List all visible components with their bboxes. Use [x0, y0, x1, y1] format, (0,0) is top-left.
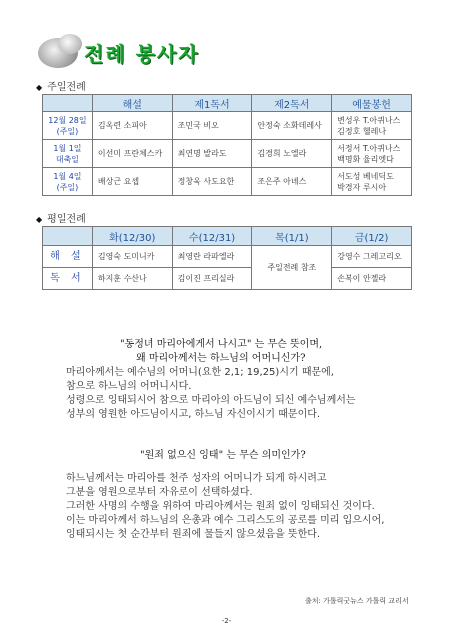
table-row — [43, 246, 412, 268]
table-cell: 안정숙 소화데레사 — [252, 112, 332, 140]
table-cell: 최연명 발라도 — [172, 140, 252, 168]
answer-1 — [66, 366, 356, 422]
text-line: 그러한 사명의 수행을 위하여 마리아께서는 원죄 없이 잉태되신 것이다. — [66, 501, 375, 512]
table-row — [43, 268, 412, 290]
role-cell: 독 서 — [43, 268, 93, 290]
table-header-row — [43, 95, 412, 112]
diamond-bullet-icon: ◆ — [36, 83, 43, 92]
column-header: 화(12/30) — [92, 227, 172, 246]
table-row — [43, 168, 412, 196]
table-cell: 김옥련 소피아 — [92, 112, 172, 140]
text-line: 성령으로 잉태되시어 참으로 마리아의 아드님이 되신 예수님께서는 — [66, 395, 356, 406]
table-row — [43, 112, 412, 140]
date-cell: 1월 4일 (주일) — [43, 168, 93, 196]
table-cell: 손복이 안젤라 — [332, 268, 412, 290]
table-cell: 조은주 아녜스 — [252, 168, 332, 196]
text-line: 마리아께서는 예수님의 어머니(요한 2,1; 19,25)시기 때문에, — [66, 367, 334, 378]
column-header: 제2독서 — [252, 95, 332, 112]
weekday-section-label — [36, 210, 86, 225]
weekday-table — [42, 226, 412, 290]
text-line: 잉태되시는 첫 순간부터 원죄에 물들지 않으셨음을 뜻한다. — [66, 529, 321, 540]
column-header: 예물봉헌 — [332, 95, 412, 112]
text-line: 성부의 영원한 아드님이시고, 하느님 자신이시기 때문이다. — [66, 409, 321, 420]
page-title: 전례 봉사자 — [84, 42, 200, 66]
table-corner-cell — [43, 227, 93, 246]
table-cell: 변성우 T.아퀴나스 김정호 헬레나 — [332, 112, 412, 140]
table-cell: 김영숙 도미니카 — [92, 246, 172, 268]
sunday-table — [42, 94, 412, 196]
text-line: 하느님께서는 마리아를 천주 성자의 어머니가 되게 하시려고 — [66, 473, 327, 484]
question-1-line-2: 왜 마리아께서는 하느님의 어머니신가? — [136, 353, 306, 364]
page-header — [38, 34, 238, 68]
column-header: 금(1/2) — [332, 227, 412, 246]
text-line: 그분을 영원으로부터 자유로이 선택하셨다. — [66, 487, 253, 498]
question-1 — [120, 338, 322, 366]
role-cell: 해 설 — [43, 246, 93, 268]
diamond-bullet-icon: ◆ — [36, 215, 43, 224]
text-line: 참으로 하느님의 어머니시다. — [66, 381, 192, 392]
decorative-blob-small-icon — [58, 34, 82, 54]
table-cell: 김경희 노엘라 — [252, 140, 332, 168]
merged-cell: 주일전례 참조 — [252, 246, 332, 290]
sunday-label-text: 주일전례 — [47, 82, 86, 93]
table-corner-cell — [43, 95, 93, 112]
page-number: -2- — [221, 617, 232, 625]
sunday-section-label — [36, 78, 86, 93]
column-header: 제1독서 — [172, 95, 252, 112]
table-cell: 정창욱 사도요한 — [172, 168, 252, 196]
table-cell: 서도성 베네딕도 박경자 루시아 — [332, 168, 412, 196]
table-header-row — [43, 227, 412, 246]
date-cell: 12월 28일 (주일) — [43, 112, 93, 140]
table-cell: 김이진 프리실라 — [172, 268, 252, 290]
column-header: 해설 — [92, 95, 172, 112]
table-cell: 배상근 요셉 — [92, 168, 172, 196]
question-2: "원죄 없으신 잉태" 는 무슨 의미인가? — [140, 450, 306, 461]
table-cell: 최영란 라파엘라 — [172, 246, 252, 268]
column-header: 수(12/31) — [172, 227, 252, 246]
source-credit: 출처: 가톨릭굿뉴스 가톨릭 교리서 — [305, 597, 409, 605]
table-cell: 서정서 T.아퀴나스 백명화 율리엣다 — [332, 140, 412, 168]
table-cell: 이선미 프란체스카 — [92, 140, 172, 168]
column-header: 목(1/1) — [252, 227, 332, 246]
table-cell: 강영수 그레고리오 — [332, 246, 412, 268]
question-1-line-1: "동정녀 마리아에게서 나시고" 는 무슨 뜻이며, — [120, 339, 323, 350]
table-row — [43, 140, 412, 168]
table-cell: 하지훈 수산나 — [92, 268, 172, 290]
answer-2 — [66, 472, 384, 542]
text-line: 이는 마리아께서 하느님의 은총과 예수 그리스도의 공로를 미리 입으시어, — [66, 515, 385, 526]
table-cell: 조민국 비오 — [172, 112, 252, 140]
weekday-label-text: 평일전례 — [47, 214, 86, 225]
date-cell: 1월 1일 대축일 — [43, 140, 93, 168]
